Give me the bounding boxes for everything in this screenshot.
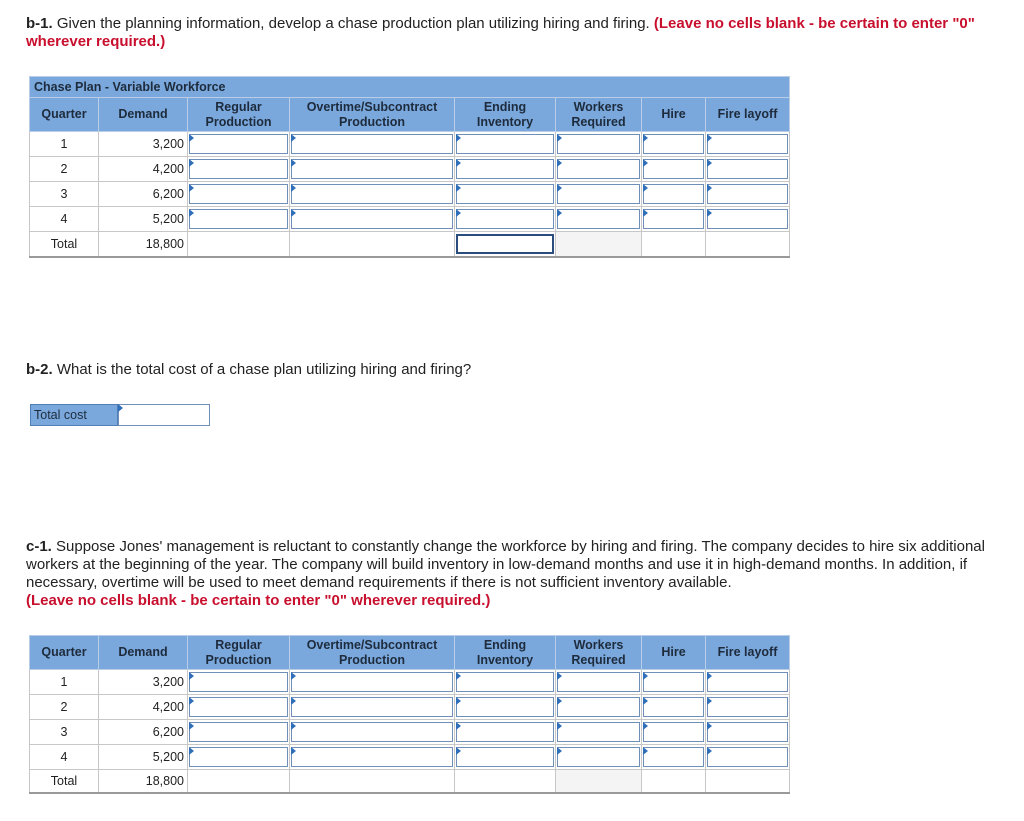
quarter-cell: 3 xyxy=(30,182,99,207)
quarter-cell: 2 xyxy=(30,695,99,720)
overtime-input[interactable] xyxy=(291,184,453,204)
fire-input[interactable] xyxy=(707,159,788,179)
col-header-regular: Regular Production xyxy=(188,636,290,670)
demand-cell: 5,200 xyxy=(99,207,188,232)
quarter-cell: 2 xyxy=(30,157,99,182)
total-regular-blank xyxy=(188,770,290,794)
fire-input[interactable] xyxy=(707,134,788,154)
total-overtime-blank xyxy=(290,232,455,258)
regular-production-input[interactable] xyxy=(189,672,288,692)
col-header-demand: Demand xyxy=(99,636,188,670)
question-c1 xyxy=(26,538,986,610)
total-workers-blank xyxy=(556,770,642,794)
regular-production-input[interactable] xyxy=(189,722,288,742)
total-demand: 18,800 xyxy=(99,232,188,258)
question-text: Given the planning information, develop a chase production plan utilizing hiring and firing. xyxy=(52,15,654,32)
total-label: Total xyxy=(30,770,99,794)
regular-production-input[interactable] xyxy=(189,159,288,179)
col-header-workers: Workers Required xyxy=(556,636,642,670)
total-row xyxy=(30,770,790,794)
chase-plan-table xyxy=(29,76,790,258)
demand-cell: 3,200 xyxy=(99,670,188,695)
overtime-input[interactable] xyxy=(291,747,453,767)
hire-input[interactable] xyxy=(643,134,704,154)
question-text: What is the total cost of a chase plan utilizing hiring and firing? xyxy=(52,361,472,378)
table-row xyxy=(30,207,790,232)
fire-input[interactable] xyxy=(707,672,788,692)
fire-input[interactable] xyxy=(707,747,788,767)
question-number: b-1. xyxy=(26,15,53,32)
question-number: b-2. xyxy=(26,361,53,378)
col-header-workers: Workers Required xyxy=(556,98,642,132)
col-header-fire: Fire layoff xyxy=(706,98,790,132)
fire-input[interactable] xyxy=(707,184,788,204)
total-hire-blank xyxy=(642,770,706,794)
overtime-input[interactable] xyxy=(291,209,453,229)
overtime-input[interactable] xyxy=(291,672,453,692)
total-regular-blank xyxy=(188,232,290,258)
hire-input[interactable] xyxy=(643,747,704,767)
workers-required-input[interactable] xyxy=(557,209,640,229)
demand-cell: 6,200 xyxy=(99,720,188,745)
question-text: Suppose Jones' management is reluctant to constantly change the workforce by hiring and firing. The company decides to hire six additional workers at the beginning of the year. The company will build inventory in low-demand months and use it in high-demand months. In addition, if necessary, overtime will be used to meet demand requirements if there is not sufficient inventory available. xyxy=(26,538,985,591)
hire-input[interactable] xyxy=(643,697,704,717)
total-ending-blank xyxy=(455,770,556,794)
fire-input[interactable] xyxy=(707,209,788,229)
workers-required-input[interactable] xyxy=(557,134,640,154)
total-overtime-blank xyxy=(290,770,455,794)
table-caption: Chase Plan - Variable Workforce xyxy=(30,77,790,98)
total-cost-label: Total cost xyxy=(30,404,118,426)
regular-production-input[interactable] xyxy=(189,747,288,767)
workers-required-input[interactable] xyxy=(557,722,640,742)
regular-production-input[interactable] xyxy=(189,184,288,204)
table-row xyxy=(30,182,790,207)
quarter-cell: 1 xyxy=(30,670,99,695)
workers-required-input[interactable] xyxy=(557,184,640,204)
instruction-note: (Leave no cells blank - be certain to enter "0" wherever required.) xyxy=(26,15,975,50)
table-row xyxy=(30,745,790,770)
demand-cell: 3,200 xyxy=(99,132,188,157)
demand-cell: 4,200 xyxy=(99,695,188,720)
total-ending-inventory-input[interactable] xyxy=(456,234,554,254)
total-fire-blank xyxy=(706,770,790,794)
quarter-cell: 4 xyxy=(30,745,99,770)
col-header-overtime: Overtime/Subcontract Production xyxy=(290,636,455,670)
level-plan-table xyxy=(29,635,790,794)
workers-required-input[interactable] xyxy=(557,672,640,692)
question-b2 xyxy=(26,361,986,379)
instruction-note: (Leave no cells blank - be certain to enter "0" wherever required.) xyxy=(26,592,491,609)
col-header-quarter: Quarter xyxy=(30,636,99,670)
question-number: c-1. xyxy=(26,538,52,555)
col-header-ending: Ending Inventory xyxy=(455,98,556,132)
total-cost-input[interactable] xyxy=(118,404,210,426)
col-header-ending: Ending Inventory xyxy=(455,636,556,670)
table-row xyxy=(30,157,790,182)
overtime-input[interactable] xyxy=(291,159,453,179)
quarter-cell: 3 xyxy=(30,720,99,745)
demand-cell: 6,200 xyxy=(99,182,188,207)
total-hire-blank xyxy=(642,232,706,258)
ending-inventory-input[interactable] xyxy=(456,722,554,742)
table-row xyxy=(30,720,790,745)
col-header-fire: Fire layoff xyxy=(706,636,790,670)
hire-input[interactable] xyxy=(643,159,704,179)
hire-input[interactable] xyxy=(643,184,704,204)
overtime-input[interactable] xyxy=(291,134,453,154)
table-row xyxy=(30,670,790,695)
quarter-cell: 1 xyxy=(30,132,99,157)
table-row xyxy=(30,132,790,157)
total-label: Total xyxy=(30,232,99,258)
regular-production-input[interactable] xyxy=(189,209,288,229)
ending-inventory-input[interactable] xyxy=(456,159,554,179)
fire-input[interactable] xyxy=(707,722,788,742)
total-fire-blank xyxy=(706,232,790,258)
ending-inventory-input[interactable] xyxy=(456,672,554,692)
regular-production-input[interactable] xyxy=(189,697,288,717)
hire-input[interactable] xyxy=(643,722,704,742)
col-header-quarter: Quarter xyxy=(30,98,99,132)
ending-inventory-input[interactable] xyxy=(456,697,554,717)
overtime-input[interactable] xyxy=(291,697,453,717)
col-header-demand: Demand xyxy=(99,98,188,132)
total-row xyxy=(30,232,790,258)
workers-required-input[interactable] xyxy=(557,747,640,767)
hire-input[interactable] xyxy=(643,672,704,692)
total-workers-blank xyxy=(556,232,642,258)
fire-input[interactable] xyxy=(707,697,788,717)
ending-inventory-input[interactable] xyxy=(456,134,554,154)
col-header-hire: Hire xyxy=(642,636,706,670)
ending-inventory-input[interactable] xyxy=(456,184,554,204)
table-row xyxy=(30,695,790,720)
demand-cell: 5,200 xyxy=(99,745,188,770)
question-b1 xyxy=(26,15,986,51)
col-header-regular: Regular Production xyxy=(188,98,290,132)
hire-input[interactable] xyxy=(643,209,704,229)
total-demand: 18,800 xyxy=(99,770,188,794)
col-header-overtime: Overtime/Subcontract Production xyxy=(290,98,455,132)
workers-required-input[interactable] xyxy=(557,159,640,179)
ending-inventory-input[interactable] xyxy=(456,747,554,767)
workers-required-input[interactable] xyxy=(557,697,640,717)
regular-production-input[interactable] xyxy=(189,134,288,154)
ending-inventory-input[interactable] xyxy=(456,209,554,229)
demand-cell: 4,200 xyxy=(99,157,188,182)
overtime-input[interactable] xyxy=(291,722,453,742)
col-header-hire: Hire xyxy=(642,98,706,132)
quarter-cell: 4 xyxy=(30,207,99,232)
